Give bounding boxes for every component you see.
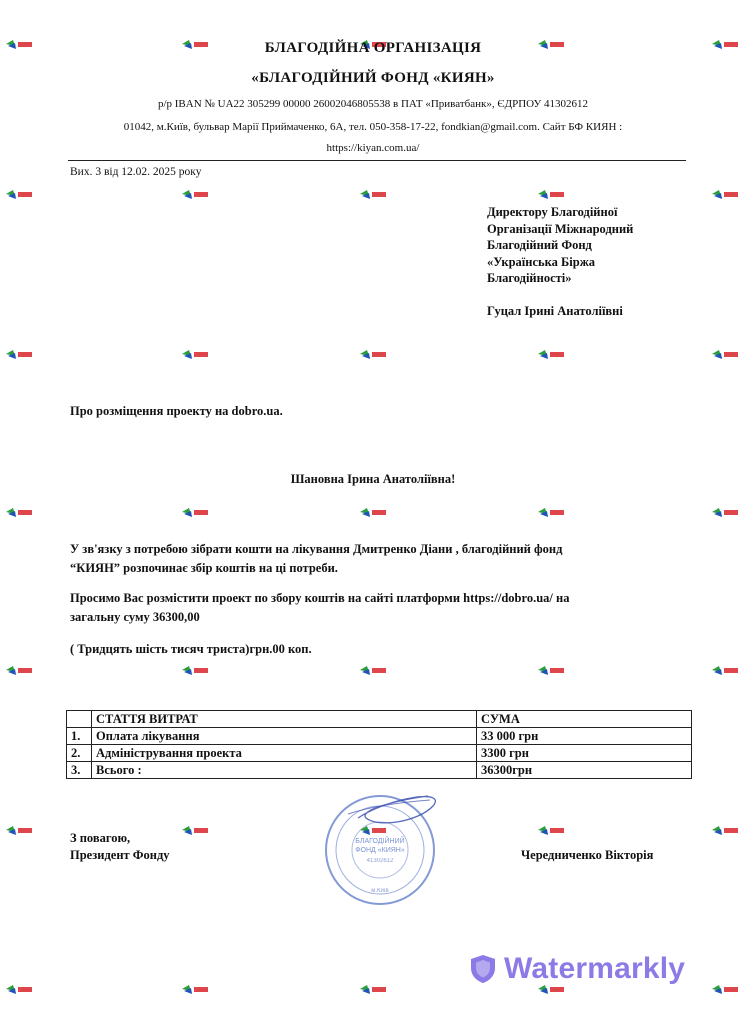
org-title-line1: БЛАГОДІЙНА ОРГАНІЗАЦІЯ [264, 40, 482, 56]
logo-mark-icon [538, 826, 564, 835]
body-line: загальну суму 36300,00 [70, 610, 200, 624]
body-line: У зв'язку з потребою зібрати кошти на лікування Дмитренко Діани , благодійний фонд [70, 542, 563, 556]
svg-text:БЛАГОДІЙНИЙ: БЛАГОДІЙНИЙ [355, 838, 405, 845]
logo-mark-icon [712, 985, 738, 994]
org-title-line2: «БЛАГОДІЙНИЙ ФОНД «КИЯН» [251, 70, 495, 86]
table-row [67, 745, 692, 762]
closing-regards: З повагою, [70, 831, 131, 845]
row-sum: 36300грн [477, 762, 692, 779]
amount-in-words: ( Тридцять шість тисяч триста)грн.00 коп. [70, 642, 312, 656]
addressee-line: Організації Міжнародний [487, 221, 634, 236]
addressee-line: Благодійності» [487, 271, 572, 285]
address-contacts: 01042, м.Київ, бульвар Марії Приймаченко, 6А, тел. 050-358-17-22, fondkian@gmail.com. Сайт БФ КИЯН : [123, 121, 623, 133]
logo-mark-icon [360, 508, 386, 517]
body-line: Просимо Вас розмістити проект по збору коштів на сайті платформи https://dobro.ua/ на [70, 591, 570, 605]
addressee-block [487, 204, 633, 287]
header-divider [68, 160, 686, 161]
logo-mark-icon [6, 666, 32, 675]
logo-mark-icon [360, 190, 386, 199]
watermark-text: Watermarkly [504, 952, 686, 985]
logo-mark-icon [712, 508, 738, 517]
table-header-sum: СУМА [477, 711, 692, 728]
logo-mark-icon [182, 666, 208, 675]
logo-mark-icon [360, 350, 386, 359]
row-number: 2. [67, 745, 92, 762]
logo-mark-icon [538, 666, 564, 675]
watermarkly-watermark [468, 952, 685, 986]
closing-block [70, 830, 170, 864]
logo-mark-icon [6, 508, 32, 517]
addressee-name: Гуцал Ірині Анатоліївні [487, 304, 623, 318]
row-number: 1. [67, 728, 92, 745]
logo-mark-icon [538, 985, 564, 994]
row-sum: 3300 грн [477, 745, 692, 762]
addressee-line: Благодійний Фонд [487, 238, 592, 252]
logo-mark-icon [538, 508, 564, 517]
logo-mark-icon [182, 826, 208, 835]
logo-mark-icon [182, 350, 208, 359]
logo-mark-icon [6, 350, 32, 359]
table-header-row [67, 711, 692, 728]
logo-mark-icon [712, 350, 738, 359]
body-paragraph-2 [70, 589, 690, 627]
logo-mark-icon [360, 666, 386, 675]
logo-mark-icon [538, 190, 564, 199]
website-link: https://kiyan.com.ua/ [326, 142, 420, 154]
logo-mark-icon [182, 985, 208, 994]
logo-mark-icon [182, 190, 208, 199]
svg-text:ФОНД «КИЯН»: ФОНД «КИЯН» [355, 847, 405, 854]
logo-mark-icon [712, 666, 738, 675]
row-sum: 33 000 грн [477, 728, 692, 745]
row-item: Оплата лікування [92, 728, 477, 745]
logo-mark-icon [6, 190, 32, 199]
logo-mark-icon [712, 826, 738, 835]
signer-position: Президент Фонду [70, 848, 170, 862]
letter-subject: Про розміщення проекту на dobro.ua. [70, 404, 283, 418]
table-row [67, 728, 692, 745]
logo-mark-icon [182, 508, 208, 517]
signer-name: Чередниченко Вікторія [521, 848, 654, 862]
svg-text:м.Київ: м.Київ [371, 888, 389, 894]
body-paragraph-1 [70, 540, 690, 578]
salutation: Шановна Ірина Анатоліївна! [290, 472, 456, 486]
row-item: Адміністрування проекта [92, 745, 477, 762]
logo-mark-icon [6, 985, 32, 994]
logo-mark-icon [538, 350, 564, 359]
logo-mark-icon [6, 826, 32, 835]
logo-mark-icon [360, 985, 386, 994]
bank-details: р/р IBAN № UA22 305299 00000 26002046805538 в ПАТ «Приватбанк», ЄДРПОУ 41302612 [157, 98, 589, 110]
table-row [67, 762, 692, 779]
table-header-num [67, 711, 92, 728]
table-header-item: СТАТТЯ ВИТРАТ [92, 711, 477, 728]
outgoing-number: Вих. 3 від 12.02. 2025 року [70, 166, 202, 178]
addressee-line: «Українська Біржа [487, 254, 596, 269]
addressee-line: Директору Благодійної [487, 205, 618, 219]
logo-mark-icon [712, 190, 738, 199]
organization-seal [318, 788, 458, 908]
row-item: Всього : [92, 762, 477, 779]
row-number: 3. [67, 762, 92, 779]
shield-icon [468, 953, 498, 985]
body-line: “КИЯН” розпочинає збір коштів на ці потреби. [70, 561, 338, 575]
expenses-table [66, 710, 692, 779]
svg-text:41302612: 41302612 [366, 858, 394, 864]
